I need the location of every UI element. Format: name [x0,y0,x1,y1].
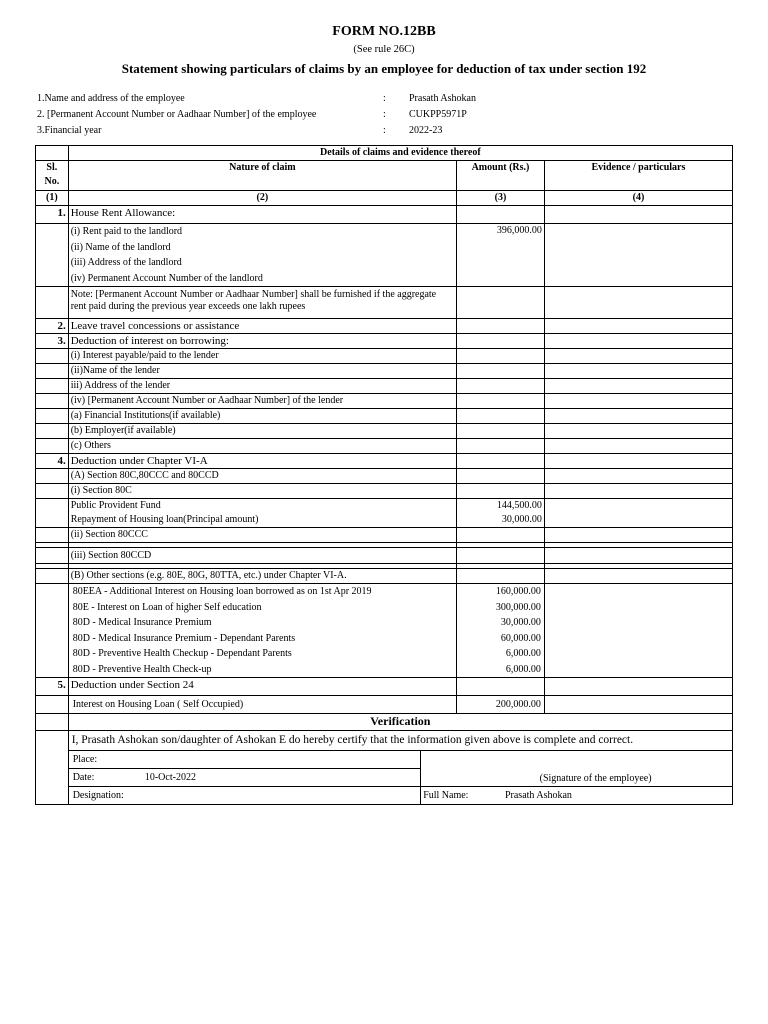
table-row [36,439,733,454]
amount-value: 6,000.00 [505,663,541,675]
sec-80c-label: (i) Section 80C [68,484,456,499]
col-number: (4) [544,191,732,206]
table-row [36,484,733,499]
colon: : [383,93,386,104]
verification-heading-row [36,714,733,731]
table-row [36,696,733,714]
section-row [36,319,733,334]
list-item: (ii) Name of the landlord [70,241,171,253]
employee-pan-label: 2. [Permanent Account Number or Aadhaar Number] of the employee [37,109,317,120]
section-title: Deduction under Section 24 [68,678,456,696]
table-row [36,364,733,379]
list-item: (i) Interest payable/paid to the lender [68,349,456,364]
employee-pan-value: CUKPP5971P [409,109,467,120]
list-item: 80D - Preventive Health Checkup - Dependant Parents [72,648,292,659]
list-item: 80E - Interest on Loan of higher Self education [72,601,262,613]
serial-number: 2. [36,319,69,334]
section-a-label: (A) Section 80C,80CCC and 80CCD [68,469,456,484]
ppf-label: Public Provident Fund [70,500,161,511]
col-number: (3) [457,191,545,206]
list-item: (b) Employer(if available) [68,424,456,439]
other-sections-row [36,584,733,678]
list-item: (iv) Permanent Account Number of the landlord [70,272,263,284]
amount-value: 300,000.00 [495,601,541,613]
hra-note: Note: [Permanent Account Number or Aadhaar Number] shall be furnished if the aggregate rent paid during the previous year exceeds one lakh rupees [68,287,456,319]
place-label: Place: [72,753,98,765]
date-label: Date: [72,771,95,783]
serial-number: 1. [36,206,69,224]
serial-number: 4. [36,454,69,469]
list-item: iii) Address of the lender [68,379,456,394]
designation-label: Designation: [72,789,124,801]
table-row [36,499,733,528]
table-row [36,548,733,564]
section-row [36,334,733,349]
serial-number: 3. [36,334,69,349]
financial-year-label: 3.Financial year [37,125,102,136]
table-row [36,349,733,364]
colon: : [383,125,386,136]
table-row [36,379,733,394]
employee-name-value: Prasath Ashokan [409,93,476,104]
list-item: 80EEA - Additional Interest on Housing loan borrowed as on 1st Apr 2019 [72,586,372,597]
list-item: (iii) Address of the landlord [70,257,182,268]
form-title: FORM NO.12BB [332,24,436,39]
verification-body-row [36,731,733,805]
designation-field [69,787,421,805]
sec-80ccd-label: (iii) Section 80CCD [68,548,456,564]
column-number-row [36,191,733,206]
amount-value: 160,000.00 [495,586,541,597]
fullname-label: Full Name: [423,789,469,801]
serial-number: 5. [36,678,69,696]
amount-value: 6,000.00 [505,648,541,659]
list-item: 80D - Preventive Health Check-up [72,663,212,675]
section-title: Leave travel concessions or assistance [68,319,456,334]
housing-principal-label: Repayment of Housing loan(Principal amount) [70,514,259,525]
col-number: (1) [36,191,69,206]
col-nature-header: Nature of claim [68,161,456,191]
col-sl-header: Sl. No. [36,161,69,191]
amount-value: 60,000.00 [500,632,541,644]
statement-heading: Statement showing particulars of claims by an employee for deduction of tax under section 192 [121,61,647,76]
signature-label: (Signature of the employee) [539,773,652,784]
list-item: (i) Rent paid to the landlord [70,226,183,237]
hra-items-row [36,224,733,287]
section-title: Deduction under Chapter VI-A [68,454,456,469]
table-heading-row [36,146,733,161]
list-item: (c) Others [68,439,456,454]
list-item: 80D - Medical Insurance Premium [72,617,212,628]
rent-amount: 396,000.00 [457,224,545,287]
ppf-amount: 144,500.00 [496,500,542,511]
table-row [36,409,733,424]
table-row [36,424,733,439]
table-row [36,394,733,409]
section-row [36,206,733,224]
section-title: Deduction of interest on borrowing: [68,334,456,349]
table-row [36,569,733,584]
date-value: 10-Oct-2022 [144,771,196,783]
col-amount-header: Amount (Rs.) [457,161,545,191]
housing-principal-amount: 30,000.00 [501,514,542,525]
employee-name-label: 1.Name and address of the employee [37,93,185,104]
housing-interest-label: Interest on Housing Loan ( Self Occupied) [68,696,456,714]
fullname-value: Prasath Ashokan [504,789,572,801]
signature-field [421,751,732,787]
column-header-row [36,161,733,191]
list-item: (a) Financial Institutions(if available) [68,409,456,424]
section-title: House Rent Allowance: [68,206,456,224]
claims-table [35,145,733,805]
col-number: (2) [68,191,456,206]
details-heading: Details of claims and evidence thereof [68,146,732,161]
verification-title: Verification [68,714,732,731]
verification-text: I, Prasath Ashokan son/daughter of Ashokan E do hereby certify that the information given above is complete and correct. [71,734,634,746]
section-row [36,454,733,469]
col-evidence-header: Evidence / particulars [544,161,732,191]
list-item: (ii)Name of the lender [68,364,456,379]
table-row [36,528,733,543]
hra-note-row [36,287,733,319]
section-b-label: (B) Other sections (e.g. 80E, 80G, 80TTA, etc.) under Chapter VI-A. [68,569,456,584]
financial-year-value: 2022-23 [409,125,443,136]
sec-80ccc-label: (ii) Section 80CCC [68,528,456,543]
date-field [69,769,421,787]
place-field [69,751,421,769]
section-row [36,678,733,696]
amount-value: 30,000.00 [500,617,541,628]
list-item: 80D - Medical Insurance Premium - Dependant Parents [72,632,296,644]
rule-reference: (See rule 26C) [353,44,415,55]
signature-block [69,750,732,804]
fullname-field [421,787,732,805]
table-row [36,469,733,484]
colon: : [383,109,386,120]
housing-interest-amount: 200,000.00 [457,696,545,714]
list-item: (iv) [Permanent Account Number or Aadhaar Number] of the lender [68,394,456,409]
